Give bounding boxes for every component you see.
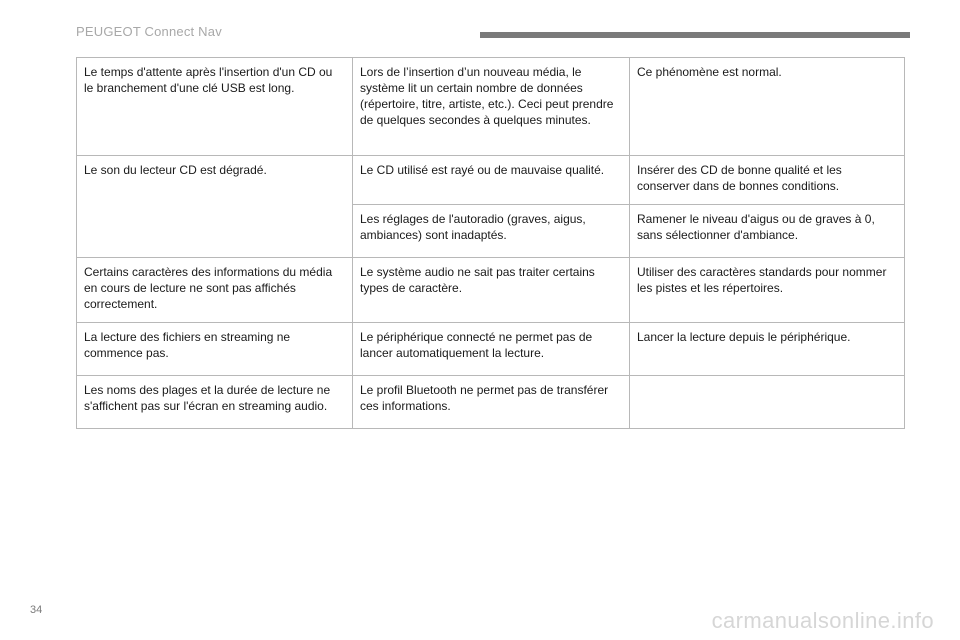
table-row — [77, 258, 905, 323]
solution-cell — [630, 376, 905, 429]
question-cell: La lecture des fichiers en streaming ne commence pas. — [77, 323, 353, 376]
solution-cell: Ce phénomène est normal. — [630, 58, 905, 156]
solution-cell: Lancer la lecture depuis le périphérique. — [630, 323, 905, 376]
cause-cell: Le profil Bluetooth ne permet pas de transférer ces informations. — [353, 376, 630, 429]
cause-cell: Le système audio ne sait pas traiter certains types de caractère. — [353, 258, 630, 323]
question-cell: Les noms des plages et la durée de lecture ne s'affichent pas sur l'écran en streaming audio. — [77, 376, 353, 429]
table-row — [77, 323, 905, 376]
cause-cell: Le périphérique connecté ne permet pas de lancer automatiquement la lecture. — [353, 323, 630, 376]
table-row — [77, 376, 905, 429]
question-cell: Le son du lecteur CD est dégradé. — [77, 156, 353, 258]
header-bar — [480, 32, 910, 38]
watermark: carmanualsonline.info — [711, 608, 934, 633]
troubleshooting-table — [76, 57, 905, 429]
question-cell: Le temps d'attente après l'insertion d'un CD ou le branchement d'une clé USB est long. — [77, 58, 353, 156]
solution-cell: Insérer des CD de bonne qualité et les conserver dans de bonnes conditions. — [630, 156, 905, 205]
cause-cell: Le CD utilisé est rayé ou de mauvaise qualité. — [353, 156, 630, 205]
page-number: 34 — [30, 604, 43, 616]
question-cell: Certains caractères des informations du média en cours de lecture ne sont pas affichés correctement. — [77, 258, 353, 323]
solution-cell: Ramener le niveau d'aigus ou de graves à 0, sans sélectionner d'ambiance. — [630, 205, 905, 258]
solution-cell: Utiliser des caractères standards pour nommer les pistes et les répertoires. — [630, 258, 905, 323]
cause-cell: Lors de l’insertion d’un nouveau média, le système lit un certain nombre de données (répertoire, titre, artiste, etc.). Ceci peut prendre de quelques secondes à quelques minutes. — [353, 58, 630, 156]
table-row — [77, 156, 905, 205]
cause-cell: Les réglages de l'autoradio (graves, aigus, ambiances) sont inadaptés. — [353, 205, 630, 258]
table-row — [77, 58, 905, 156]
header-title: PEUGEOT Connect Nav — [76, 24, 222, 39]
